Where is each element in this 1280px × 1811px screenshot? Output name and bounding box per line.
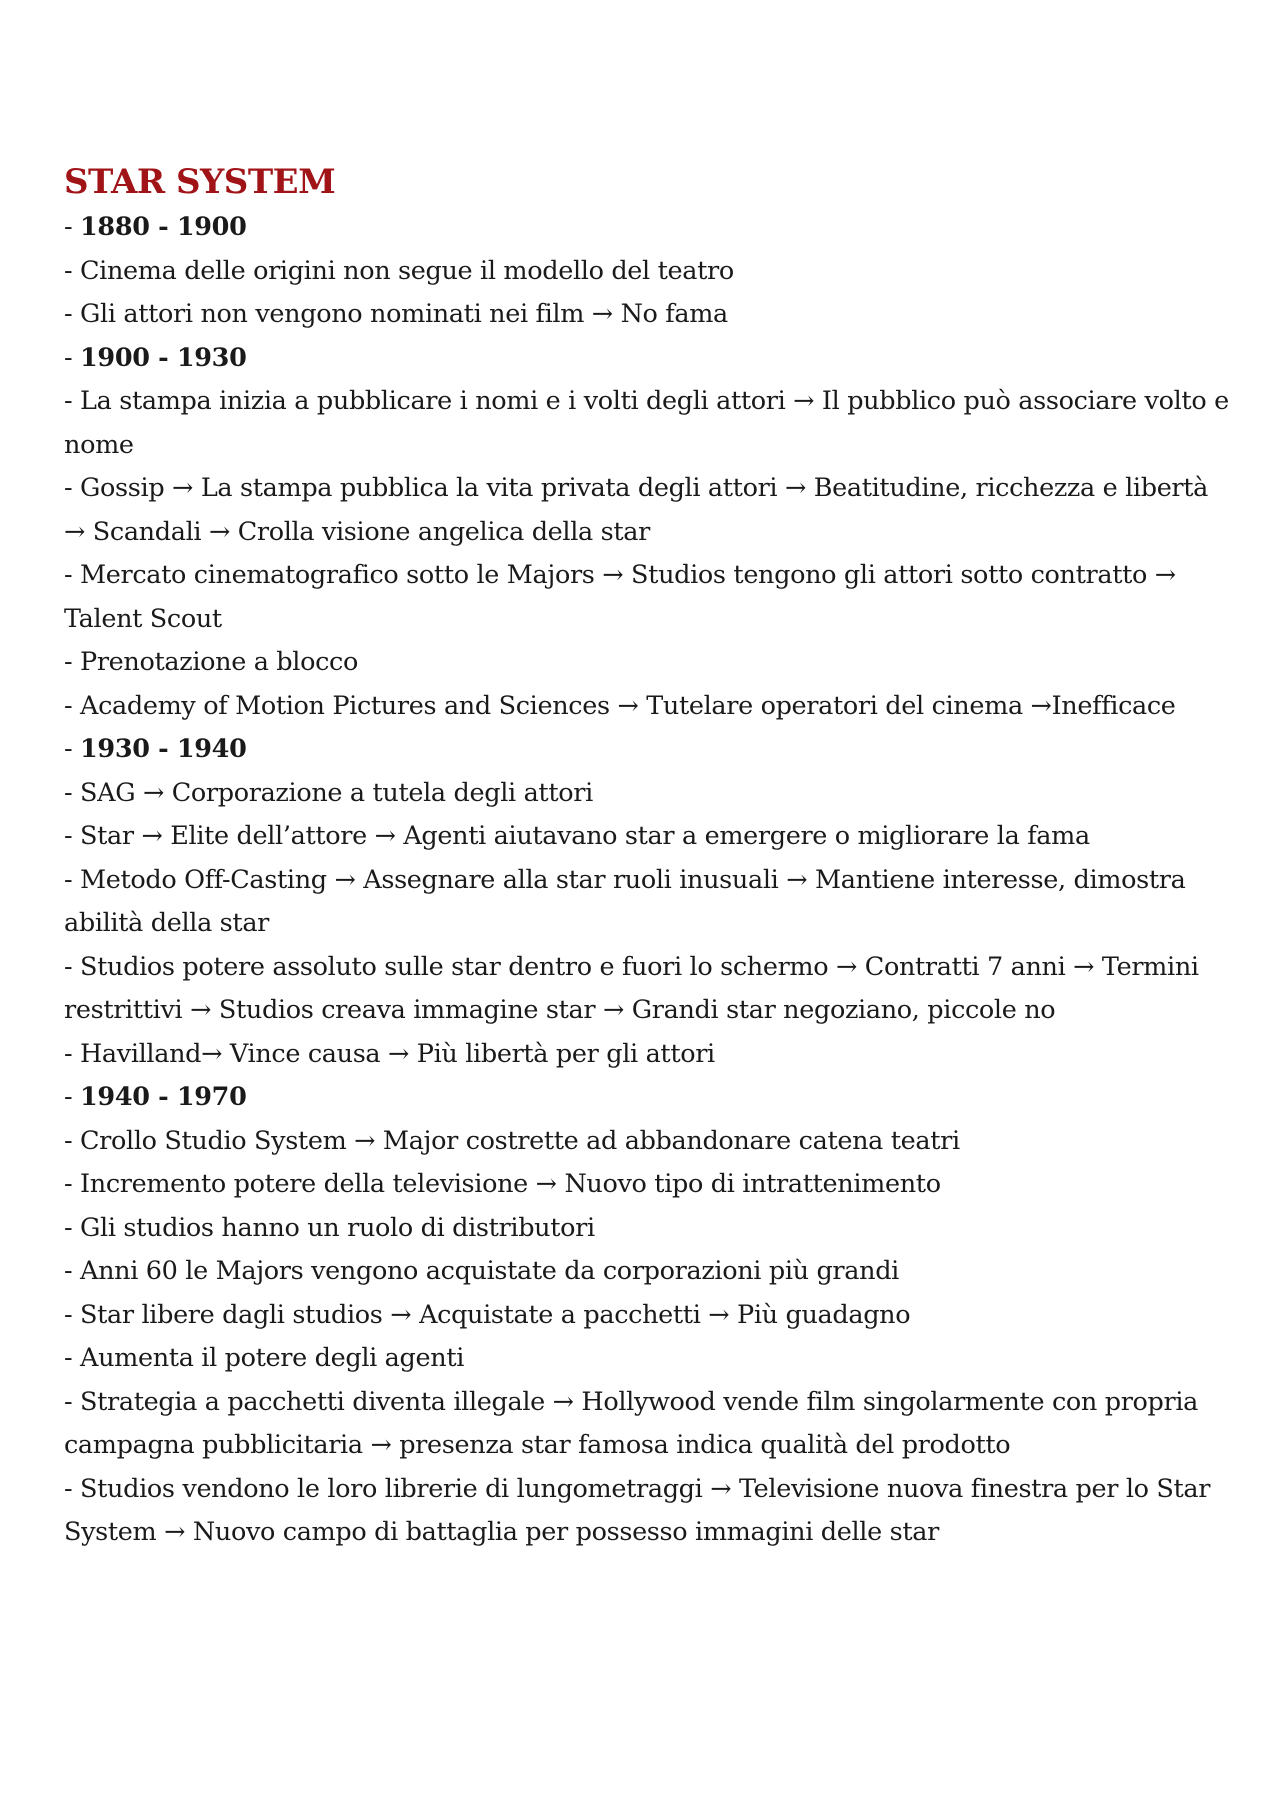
note-item: - Anni 60 le Majors vengono acquistate da corporazioni più grandi — [64, 1256, 899, 1286]
period-heading: - 1880 - 1900 — [64, 212, 247, 242]
note-item: - Gli attori non vengono nominati nei film → No fama — [64, 299, 728, 329]
note-item: - Incremento potere della televisione → Nuovo tipo di intrattenimento — [64, 1169, 941, 1199]
period-heading: - 1930 - 1940 — [64, 734, 247, 764]
note-item: - Cinema delle origini non segue il modello del teatro — [64, 255, 734, 286]
document-page — [64, 158, 1234, 1555]
page-title: STAR SYSTEM — [64, 162, 336, 202]
note-item: - Gossip → La stampa pubblica la vita privata degli attori → Beatitudine, ricchezza e libertà → Scandali → Crolla visione angelica della star — [64, 473, 1209, 547]
note-item: - Metodo Off-Casting → Assegnare alla star ruoli inusuali → Mantiene interesse, dimostra abilità della star — [64, 864, 1186, 938]
note-item: - Prenotazione a blocco — [64, 647, 358, 677]
note-item: - Gli studios hanno un ruolo di distributori — [64, 1212, 595, 1243]
note-item: - Star → Elite dell’attore → Agenti aiutavano star a emergere o migliorare la fama — [64, 821, 1090, 851]
note-item: - Havilland→ Vince causa → Più libertà per gli attori — [64, 1038, 715, 1069]
note-item: - Strategia a pacchetti diventa illegale → Hollywood vende film singolarmente con propria campagna pubblicitaria → presenza star famosa indica qualità del prodotto — [64, 1386, 1199, 1460]
period-heading: - 1900 - 1930 — [64, 342, 247, 373]
note-item: - Academy of Motion Pictures and Sciences → Tutelare operatori del cinema →Inefficace — [64, 690, 1176, 721]
note-item: - Studios potere assoluto sulle star dentro e fuori lo schermo → Contratti 7 anni → Termini restrittivi → Studios creava immagine star → Grandi star negoziano, piccole no — [64, 951, 1199, 1025]
note-item: - SAG → Corporazione a tutela degli attori — [64, 777, 593, 808]
note-item: - Crollo Studio System → Major costrette ad abbandonare catena teatri — [64, 1125, 960, 1156]
note-item: - Mercato cinematografico sotto le Majors → Studios tengono gli attori sotto contratto → Talent Scout — [64, 560, 1176, 634]
notes-list — [64, 206, 1234, 1555]
period-heading: - 1940 - 1970 — [64, 1082, 247, 1112]
note-item: - Star libere dagli studios → Acquistate a pacchetti → Più guadagno — [64, 1299, 911, 1330]
note-item: - Aumenta il potere degli agenti — [64, 1343, 465, 1373]
note-item: - Studios vendono le loro librerie di lungometraggi → Televisione nuova finestra per lo Star System → Nuovo campo di battaglia per possesso immagini delle star — [64, 1473, 1211, 1547]
note-item: - La stampa inizia a pubblicare i nomi e i volti degli attori → Il pubblico può associare volto e nome — [64, 386, 1229, 460]
